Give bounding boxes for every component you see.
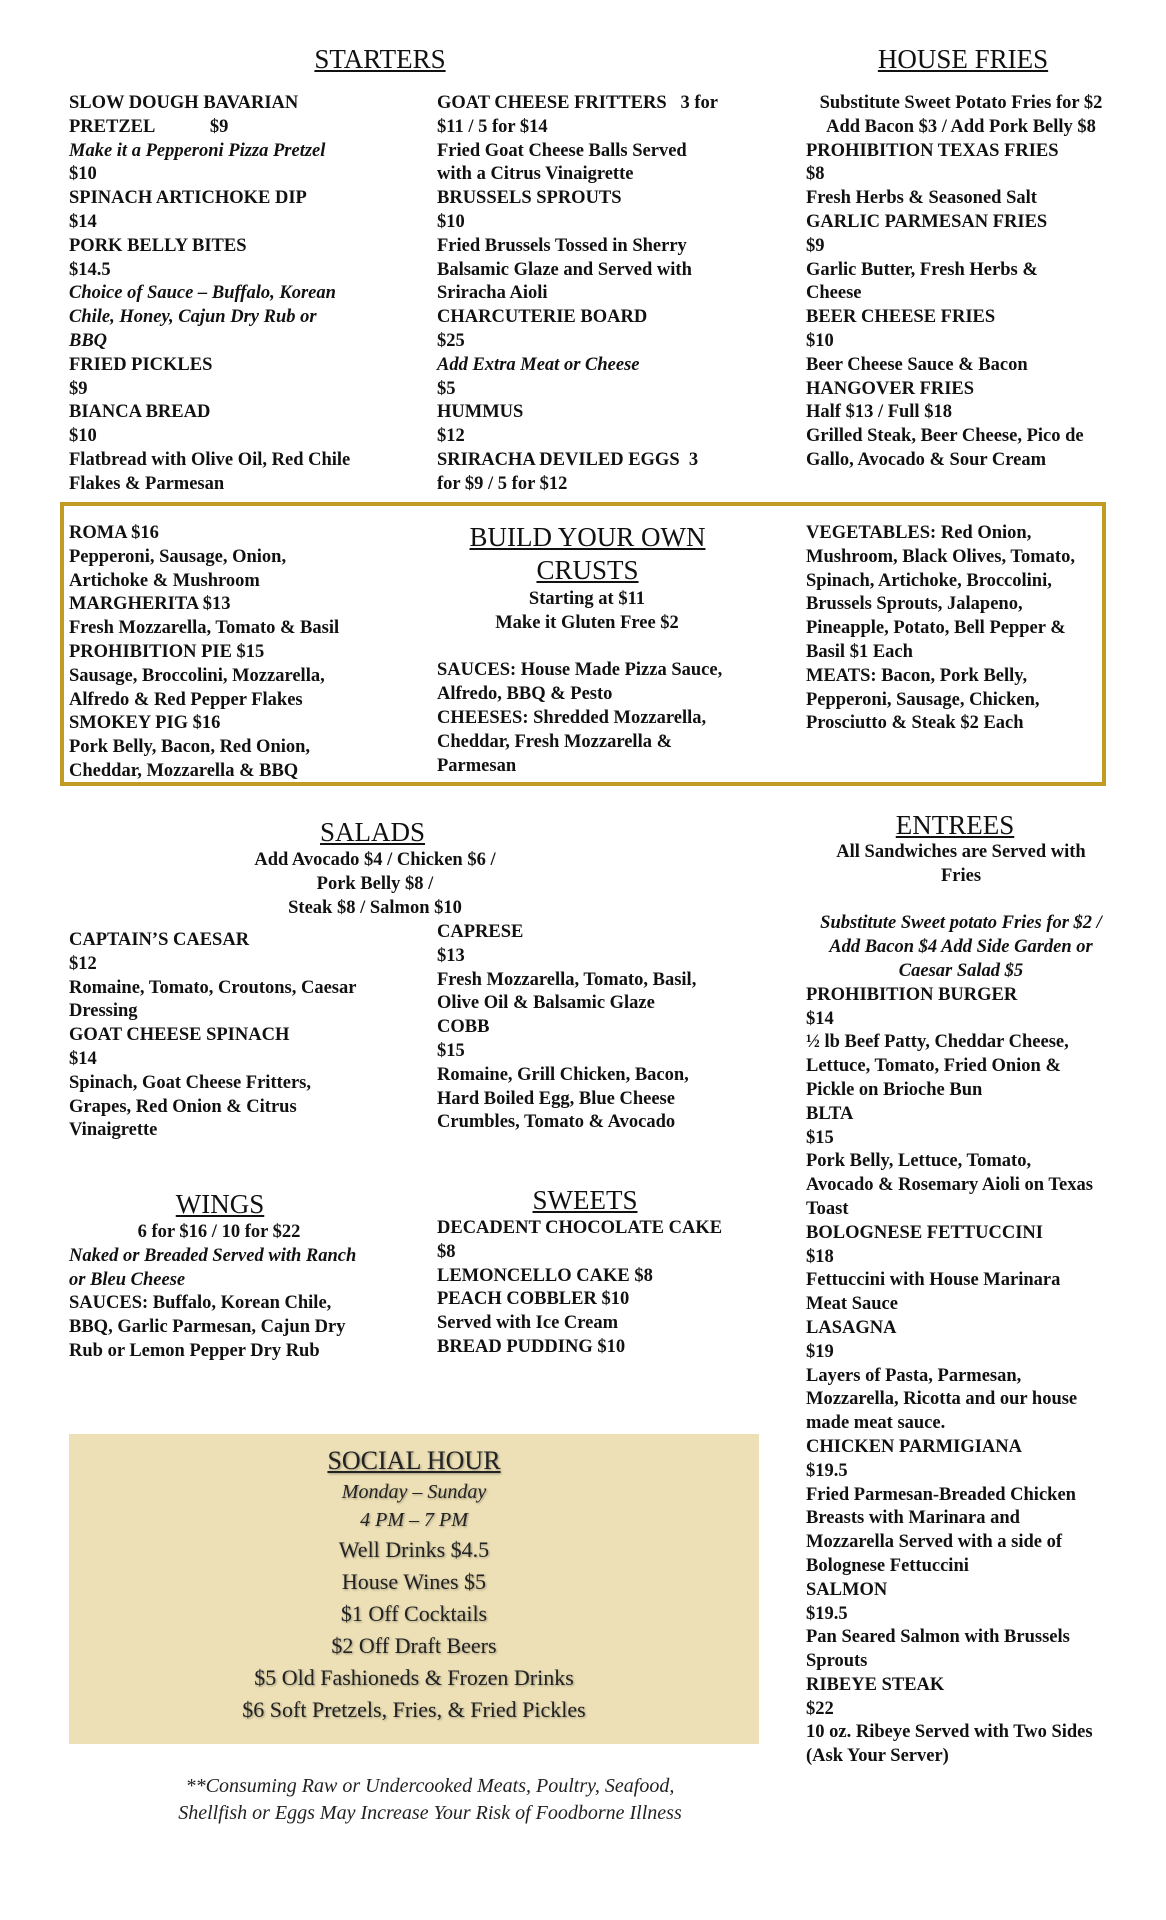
social-hour-time: 4 PM – 7 PM xyxy=(360,1509,468,1531)
pizza-item: Alfredo & Red Pepper Flakes xyxy=(69,689,303,710)
entree-item: Fettuccini with House Marinara xyxy=(806,1270,1061,1291)
starter-item: SLOW DOUGH BAVARIAN xyxy=(69,93,299,113)
entree-item: $22 xyxy=(806,1698,834,1719)
entree-item: Breasts with Marinara and xyxy=(806,1508,1020,1529)
build-line: CHEESES: Shredded Mozzarella, xyxy=(437,707,707,728)
entree-item: PROHIBITION BURGER xyxy=(806,984,1018,1005)
entree-item: (Ask Your Server) xyxy=(806,1746,949,1767)
pizza-item: ROMA $16 xyxy=(69,523,159,543)
salads-col1 xyxy=(69,929,389,1143)
entree-item: Pork Belly, Lettuce, Tomato, xyxy=(806,1151,1032,1172)
starter-note: Chile, Honey, Cajun Dry Rub or xyxy=(69,307,317,328)
starter-item: with a Citrus Vinaigrette xyxy=(437,164,634,185)
sweet-item: Served with Ice Cream xyxy=(437,1313,619,1334)
starter-item: GOAT CHEESE FRITTERS 3 for xyxy=(437,93,718,113)
build-line: Cheddar, Fresh Mozzarella & xyxy=(437,731,672,752)
starter-note: BBQ xyxy=(69,330,108,351)
wings-sauce: SAUCES: Buffalo, Korean Chile, xyxy=(69,1293,332,1314)
starter-item: FRIED PICKLES xyxy=(69,354,213,375)
entrees-intro: All Sandwiches are Served with xyxy=(836,842,1086,862)
build-heading-line: BUILD YOUR OWN xyxy=(469,522,706,552)
social-special: Well Drinks $4.5 xyxy=(338,1537,490,1562)
toppings-col xyxy=(806,522,1106,736)
entrees-sub: Substitute Sweet potato Fries for $2 / xyxy=(820,913,1102,934)
entree-item: made meat sauce. xyxy=(806,1413,946,1434)
salad-item: Romaine, Tomato, Croutons, Caesar xyxy=(69,977,357,998)
sweets-col xyxy=(437,1217,757,1360)
salad-item: Grapes, Red Onion & Citrus xyxy=(69,1096,297,1117)
fries-item: BEER CHEESE FRIES xyxy=(806,307,996,328)
salad-item: CAPTAIN’S CAESAR xyxy=(69,930,250,950)
fries-intro: Substitute Sweet Potato Fries for $2 xyxy=(819,93,1103,113)
salad-item: Spinach, Goat Cheese Fritters, xyxy=(69,1072,312,1093)
build-your-own-heading xyxy=(445,521,730,587)
fries-item: $9 xyxy=(806,235,825,256)
fries-item: Half $13 / Full $18 xyxy=(806,402,952,423)
pizza-item: Artichoke & Mushroom xyxy=(69,570,260,591)
sweet-item: DECADENT CHOCOLATE CAKE xyxy=(437,1218,723,1238)
wings-heading: WINGS xyxy=(175,1189,265,1219)
starter-item: HUMMUS xyxy=(437,402,524,423)
pizza-item: Pork Belly, Bacon, Red Onion, xyxy=(69,737,311,758)
topping-line: Basil $1 Each xyxy=(806,641,913,662)
starters-col2 xyxy=(437,92,767,497)
wings-note: Naked or Breaded Served with Ranch xyxy=(69,1245,357,1266)
entree-item: $15 xyxy=(806,1127,834,1148)
topping-line: VEGETABLES: Red Onion, xyxy=(806,523,1032,543)
entree-item: Sprouts xyxy=(806,1651,868,1672)
starter-item: Balsamic Glaze and Served with xyxy=(437,259,692,280)
entree-item: SALMON xyxy=(806,1579,888,1600)
starter-item: $25 xyxy=(437,330,465,351)
wings-col xyxy=(69,1221,389,1364)
topping-line: MEATS: Bacon, Pork Belly, xyxy=(806,665,1028,686)
fries-item: PROHIBITION TEXAS FRIES xyxy=(806,140,1059,161)
entree-item: Toast xyxy=(806,1198,849,1219)
wings-sauce: Rub or Lemon Pepper Dry Rub xyxy=(69,1340,320,1361)
pizza-item: Sausage, Broccolini, Mozzarella, xyxy=(69,665,325,686)
build-intro: Starting at $11 xyxy=(528,589,646,609)
starter-item: for $9 / 5 for $12 xyxy=(437,473,568,494)
salad-item: Hard Boiled Egg, Blue Cheese xyxy=(437,1088,675,1109)
salad-item: $13 xyxy=(437,945,465,966)
disclaimer-line: **Consuming Raw or Undercooked Meats, Poultry, Seafood, xyxy=(185,1775,675,1797)
starter-item: PRETZEL $9 xyxy=(69,116,229,137)
starter-note: Make it a Pepperoni Pizza Pretzel xyxy=(69,140,326,161)
fries-item: Cheese xyxy=(806,283,862,304)
salad-item: CAPRESE xyxy=(437,922,524,942)
pizza-item: SMOKEY PIG $16 xyxy=(69,713,221,734)
social-hour-panel xyxy=(69,1434,759,1744)
entree-item: 10 oz. Ribeye Served with Two Sides xyxy=(806,1722,1093,1743)
fries-item: Garlic Butter, Fresh Herbs & xyxy=(806,259,1038,280)
fries-item: HANGOVER FRIES xyxy=(806,378,975,399)
salads-col2 xyxy=(437,921,757,1135)
sweet-item: $8 xyxy=(437,1241,456,1262)
sweet-item: LEMONCELLO CAKE $8 xyxy=(437,1265,653,1286)
entrees-heading: ENTREES xyxy=(895,810,1015,840)
starters-heading: STARTERS xyxy=(314,44,446,74)
starter-note: Add Extra Meat or Cheese xyxy=(437,354,640,375)
entree-item: Pan Seared Salmon with Brussels xyxy=(806,1627,1070,1648)
build-line: SAUCES: House Made Pizza Sauce, xyxy=(437,660,723,681)
entree-item: Lettuce, Tomato, Fried Onion & xyxy=(806,1056,1061,1077)
fries-item: Grilled Steak, Beer Cheese, Pico de xyxy=(806,426,1084,447)
wings-sauce: BBQ, Garlic Parmesan, Cajun Dry xyxy=(69,1317,346,1338)
entree-item: RIBEYE STEAK xyxy=(806,1674,945,1695)
social-special: $6 Soft Pretzels, Fries, & Fried Pickles xyxy=(242,1697,586,1722)
entree-item: Pickle on Brioche Bun xyxy=(806,1079,983,1100)
salad-item: Fresh Mozzarella, Tomato, Basil, xyxy=(437,969,697,990)
sweets-heading: SWEETS xyxy=(532,1185,638,1215)
wings-note: or Bleu Cheese xyxy=(69,1269,186,1290)
social-hour-heading: SOCIAL HOUR xyxy=(327,1446,501,1475)
starter-item: SRIRACHA DEVILED EGGS 3 xyxy=(437,449,699,470)
topping-line: Brussels Sprouts, Jalapeno, xyxy=(806,594,1023,615)
starter-item: $11 / 5 for $14 xyxy=(437,116,548,137)
build-your-own-col xyxy=(437,588,737,778)
build-intro: Make it Gluten Free $2 xyxy=(495,612,679,633)
health-disclaimer xyxy=(120,1773,740,1827)
starter-item: Fried Brussels Tossed in Sherry xyxy=(437,235,687,256)
entrees-intro: Fries xyxy=(940,865,982,886)
entree-item: Meat Sauce xyxy=(806,1294,898,1315)
entree-item: Bolognese Fettuccini xyxy=(806,1555,969,1576)
entree-item: $19.5 xyxy=(806,1460,848,1481)
starter-item: CHARCUTERIE BOARD xyxy=(437,307,648,328)
pizza-item: Fresh Mozzarella, Tomato & Basil xyxy=(69,618,340,639)
fries-item: GARLIC PARMESAN FRIES xyxy=(806,211,1048,232)
fries-item: Gallo, Avocado & Sour Cream xyxy=(806,449,1046,470)
build-line: Alfredo, BBQ & Pesto xyxy=(437,684,613,705)
topping-line: Mushroom, Black Olives, Tomato, xyxy=(806,546,1075,567)
topping-line: Pineapple, Potato, Bell Pepper & xyxy=(806,618,1066,639)
salad-item: Crumbles, Tomato & Avocado xyxy=(437,1112,676,1133)
starter-item: $14.5 xyxy=(69,259,111,280)
starter-item: PORK BELLY BITES xyxy=(69,235,247,256)
starter-item: Flatbread with Olive Oil, Red Chile xyxy=(69,449,351,470)
house-fries-col xyxy=(806,92,1116,473)
fries-item: Beer Cheese Sauce & Bacon xyxy=(806,354,1028,375)
salads-heading: SALADS xyxy=(319,817,426,847)
pizza-item: MARGHERITA $13 xyxy=(69,594,231,615)
salad-item: $15 xyxy=(437,1040,465,1061)
entree-item: $18 xyxy=(806,1246,834,1267)
entree-item: $19.5 xyxy=(806,1603,848,1624)
entree-item: $14 xyxy=(806,1008,834,1029)
spacer xyxy=(437,636,737,660)
entree-item: $19 xyxy=(806,1341,834,1362)
pizza-item: PROHIBITION PIE $15 xyxy=(69,641,265,662)
fries-intro: Add Bacon $3 / Add Pork Belly $8 xyxy=(826,116,1096,137)
salad-item: $14 xyxy=(69,1048,97,1069)
entree-item: ½ lb Beef Patty, Cheddar Cheese, xyxy=(806,1032,1069,1053)
salad-item: Vinaigrette xyxy=(69,1120,158,1141)
social-special: $1 Off Cocktails xyxy=(340,1601,488,1626)
salads-intro-line: Steak $8 / Salmon $10 xyxy=(288,897,462,918)
entree-item: CHICKEN PARMIGIANA xyxy=(806,1436,1023,1457)
salad-item: Romaine, Grill Chicken, Bacon, xyxy=(437,1064,689,1085)
salad-item: $12 xyxy=(69,953,97,974)
starter-item: BIANCA BREAD xyxy=(69,402,211,423)
sweet-item: PEACH COBBLER $10 xyxy=(437,1289,630,1310)
entree-item: LASAGNA xyxy=(806,1317,897,1338)
entree-item: Fried Parmesan-Breaded Chicken xyxy=(806,1484,1076,1505)
pizza-item: Pepperoni, Sausage, Onion, xyxy=(69,546,287,567)
salads-intro xyxy=(225,849,525,920)
starter-item: Fried Goat Cheese Balls Served xyxy=(437,140,687,161)
starter-item: $9 xyxy=(69,378,88,399)
topping-line: Prosciutto & Steak $2 Each xyxy=(806,713,1024,734)
starter-item: $10 xyxy=(69,164,97,185)
pizza-specialty-col xyxy=(69,522,379,784)
entrees-sub: Caesar Salad $5 xyxy=(898,960,1024,981)
entrees-sub: Add Bacon $4 Add Side Garden or xyxy=(829,937,1093,958)
starter-item: Flakes & Parmesan xyxy=(69,473,225,494)
wings-price: 6 for $16 / 10 for $22 xyxy=(137,1222,301,1242)
disclaimer-line: Shellfish or Eggs May Increase Your Risk of Foodborne Illness xyxy=(178,1802,682,1824)
social-hour-days: Monday – Sunday xyxy=(341,1481,487,1503)
sweet-item: BREAD PUDDING $10 xyxy=(437,1336,626,1357)
starter-item: $10 xyxy=(69,426,97,447)
salad-item: COBB xyxy=(437,1017,490,1038)
social-special: $5 Old Fashioneds & Frozen Drinks xyxy=(254,1665,574,1690)
entree-item: Mozzarella Served with a side of xyxy=(806,1532,1063,1553)
starter-note: Choice of Sauce – Buffalo, Korean xyxy=(69,283,336,304)
fries-item: $8 xyxy=(806,164,825,185)
entree-item: BLTA xyxy=(806,1103,854,1124)
salad-item: GOAT CHEESE SPINACH xyxy=(69,1025,290,1046)
entree-item: Avocado & Rosemary Aioli on Texas xyxy=(806,1175,1093,1196)
fries-item: $10 xyxy=(806,330,834,351)
entree-item: Mozzarella, Ricotta and our house xyxy=(806,1389,1078,1410)
salad-item: Olive Oil & Balsamic Glaze xyxy=(437,993,655,1014)
topping-line: Spinach, Artichoke, Broccolini, xyxy=(806,570,1052,591)
fries-item: Fresh Herbs & Seasoned Salt xyxy=(806,188,1037,209)
entrees-col xyxy=(806,841,1116,1769)
salads-intro-line: Pork Belly $8 / xyxy=(316,873,434,894)
salads-intro-line: Add Avocado $4 / Chicken $6 / xyxy=(254,850,496,870)
starter-item: $14 xyxy=(69,211,97,232)
salad-item: Dressing xyxy=(69,1001,138,1022)
spacer xyxy=(806,889,1116,913)
starter-item: SPINACH ARTICHOKE DIP xyxy=(69,188,307,209)
house-fries-heading: HOUSE FRIES xyxy=(877,44,1049,74)
build-line: Parmesan xyxy=(437,755,517,776)
starters-col1 xyxy=(69,92,399,497)
starter-item: $5 xyxy=(437,378,456,399)
starter-item: $10 xyxy=(437,211,465,232)
social-special: $2 Off Draft Beers xyxy=(331,1633,497,1658)
starter-item: BRUSSELS SPROUTS xyxy=(437,188,622,209)
topping-line: Pepperoni, Sausage, Chicken, xyxy=(806,689,1040,710)
starter-item: Sriracha Aioli xyxy=(437,283,548,304)
entree-item: Layers of Pasta, Parmesan, xyxy=(806,1365,1022,1386)
build-heading-line: CRUSTS xyxy=(536,555,639,585)
pizza-item: Cheddar, Mozzarella & BBQ xyxy=(69,760,299,781)
entree-item: BOLOGNESE FETTUCCINI xyxy=(806,1222,1043,1243)
starter-item: $12 xyxy=(437,426,465,447)
social-special: House Wines $5 xyxy=(341,1569,487,1594)
